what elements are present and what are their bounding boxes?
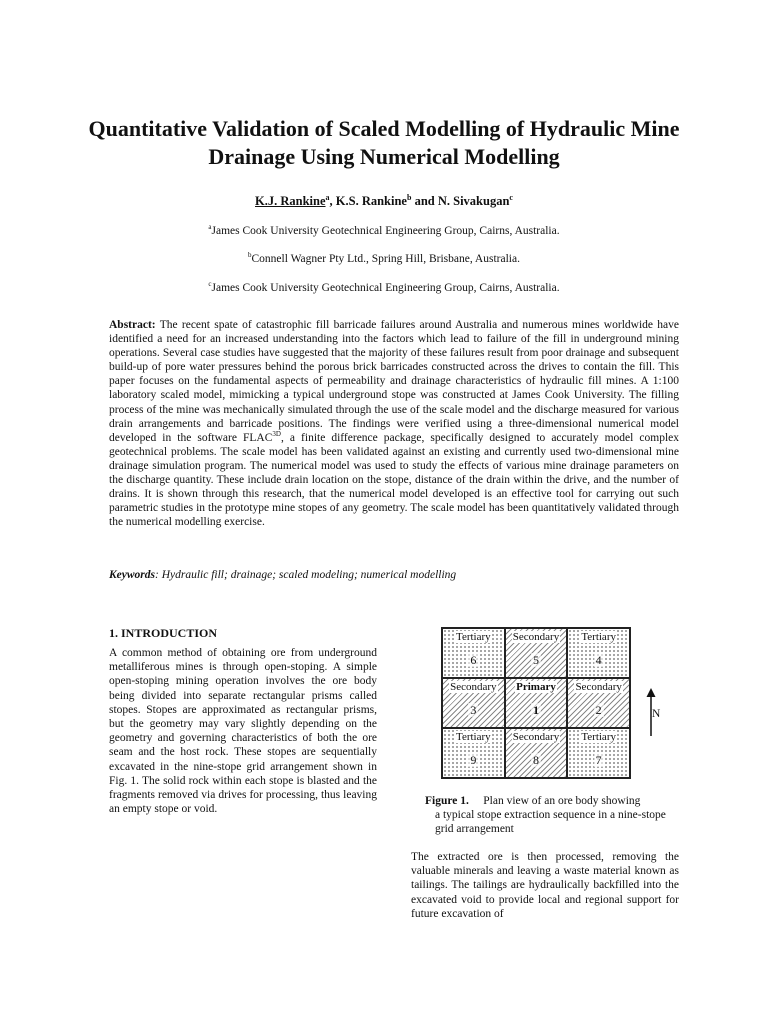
affiliation <box>100 280 668 294</box>
figure-caption-text: Plan view of an ore body showing <box>483 795 641 807</box>
section-heading: 1. INTRODUCTION <box>109 626 218 640</box>
author-name: K.J. Rankine <box>255 194 326 209</box>
stope-sequence-text: 4 <box>595 653 602 667</box>
author-list <box>100 193 668 209</box>
abstract-superscript: 3D <box>272 429 281 438</box>
stope-type-label <box>443 681 504 693</box>
stope-type-text: Tertiary <box>581 731 616 743</box>
stope-type-label <box>443 631 504 643</box>
stope-sequence-text: 2 <box>595 703 602 717</box>
stope-type-label <box>568 731 629 743</box>
stope-type-text: Secondary <box>450 681 497 693</box>
abstract-text: The recent spate of catastrophic fill barricade failures around Australia and numerous mines worldwide have identified a need for an increased understanding into the factors which lead to failure of the fill in underground mining operations. Several case studies have suggested that the majority of these failures result from poor drainage and subsequent build-up of pore water pressures behind the porous brick barricades constructed across the drives to contain the fill. This paper focuses on the fundamental aspects of permeability and drainage characteristics of hydraulic fill mines. A 1:100 laboratory scaled model, mimicking a typical underground stope was constructed at James Cook University. The filling process of the mine was mechanically simulated through the use of the scale model and the discharge measured for various drain arrangements and barricade positions. The findings were verified using a three-dimensional numerical model developed in the software FLAC <box>109 319 679 444</box>
stope-type-text: Tertiary <box>456 631 491 643</box>
stope-type-label <box>568 631 629 643</box>
affiliation-marker: b <box>248 251 252 259</box>
stope-sequence-number <box>443 753 504 768</box>
stope-cell <box>567 628 630 678</box>
figure-caption <box>425 794 687 836</box>
stope-cell <box>567 678 630 728</box>
affiliation-marker: a <box>208 223 212 231</box>
body-paragraph: The extracted ore is then processed, removing the valuable minerals and leaving a waste material known as tailings. The tailings are hydraulically backfilled into the excavated void to provide local and regional support for future excavation of <box>411 851 679 920</box>
stope-type-text: Tertiary <box>456 731 491 743</box>
stope-sequence-number <box>568 703 629 718</box>
north-label: N <box>652 708 661 720</box>
stope-sequence-number <box>568 753 629 768</box>
stope-sequence-text: 6 <box>470 653 477 667</box>
stope-type-text: Secondary <box>512 731 560 743</box>
stope-type-text: Primary <box>516 681 556 693</box>
stope-type-text: Tertiary <box>581 631 616 643</box>
stope-cell <box>567 728 630 778</box>
stope-cell <box>442 678 505 728</box>
stope-sequence-number <box>443 653 504 668</box>
paper-title: Quantitative Validation of Scaled Modelling of Hydraulic Mine Drainage Using Numerical Modelling <box>88 116 680 169</box>
affiliation-marker: c <box>208 280 212 288</box>
keywords-label: Keywords <box>109 569 155 581</box>
affiliation-text: James Cook University Geotechnical Engineering Group, Cairns, Australia. <box>211 224 560 237</box>
affiliation-text: James Cook University Geotechnical Engineering Group, Cairns, Australia. <box>211 281 560 294</box>
stope-sequence-number <box>506 753 567 768</box>
author-name: N. Sivakugan <box>437 194 510 209</box>
stope-cell <box>442 628 505 678</box>
author-affiliation-marker: a <box>325 193 330 202</box>
stope-sequence-text: 3 <box>470 703 477 717</box>
stope-sequence-text: 1 <box>532 703 539 717</box>
keywords-text: : Hydraulic fill; drainage; scaled modeling; numerical modelling <box>155 569 457 581</box>
stope-type-label <box>506 631 567 643</box>
stope-type-text: Secondary <box>575 681 622 693</box>
figure-caption-label: Figure 1. <box>425 795 469 807</box>
author-separator: and <box>411 194 438 209</box>
affiliation-text: Connell Wagner Pty Ltd., Spring Hill, Brisbane, Australia. <box>251 252 520 265</box>
stope-sequence-text: 8 <box>532 753 539 767</box>
affiliation <box>100 251 668 265</box>
stope-cell <box>505 678 568 728</box>
stope-type-text: Secondary <box>512 631 560 643</box>
stope-cell <box>442 728 505 778</box>
stope-type-label <box>568 681 629 693</box>
stope-sequence-text: 9 <box>470 753 477 767</box>
stope-type-label <box>506 681 567 693</box>
stope-cell <box>505 728 568 778</box>
abstract <box>109 318 679 529</box>
stope-sequence-text: 5 <box>532 653 539 667</box>
author-affiliation-marker: b <box>407 193 412 202</box>
author-name: K.S. Rankine <box>335 194 407 209</box>
stope-cell <box>505 628 568 678</box>
stope-sequence-number <box>568 653 629 668</box>
figure-caption-text: a typical stope extraction sequence in a nine-stope grid arrangement <box>435 809 666 835</box>
author-affiliation-marker: c <box>509 193 513 202</box>
stope-sequence-text: 7 <box>595 753 602 767</box>
stope-sequence-number <box>506 703 567 718</box>
stope-sequence-number <box>506 653 567 668</box>
stope-type-label <box>443 731 504 743</box>
stope-sequence-number <box>443 703 504 718</box>
stope-type-label <box>506 731 567 743</box>
abstract-label: Abstract: <box>109 319 156 331</box>
affiliation <box>100 223 668 237</box>
body-paragraph: A common method of obtaining ore from underground metalliferous mines is through open-stoping. A simple open-stoping mining operation involves the ore body being divided into separate rectangular prisms called stopes. Stopes are approximated as rectangular prisms, but the geometry may vary slightly depending on the geometry and governing characteristics of both the ore seam and the host rock. These stopes are sequentially excavated in the nine-stope grid arrangement shown in Fig. 1. The solid rock within each stope is blasted and the fragments removed via drives for processing, thus leaving an empty stope or void. <box>109 647 377 816</box>
author-separator: , <box>329 194 336 209</box>
abstract-text: , a finite difference package, specifically designed to accurately model complex geotechnical problems. The scale model has been validated against an existing and currently used two-dimensional mine drainage simulation program. The numerical model was used to study the effects of various mine drainage parameters on the discharge quantity. These include drain location on the stope, distance of the drain within the drive, and the number of drains. It is shown through this research, that the numerical model developed is an effective tool for carrying out such parametric studies in the prototype mine stopes of any geometry. The scale model has been quantitatively validated through the numerical modelling exercise. <box>109 431 680 529</box>
figure-stope-grid <box>441 627 631 779</box>
keywords <box>109 569 679 581</box>
